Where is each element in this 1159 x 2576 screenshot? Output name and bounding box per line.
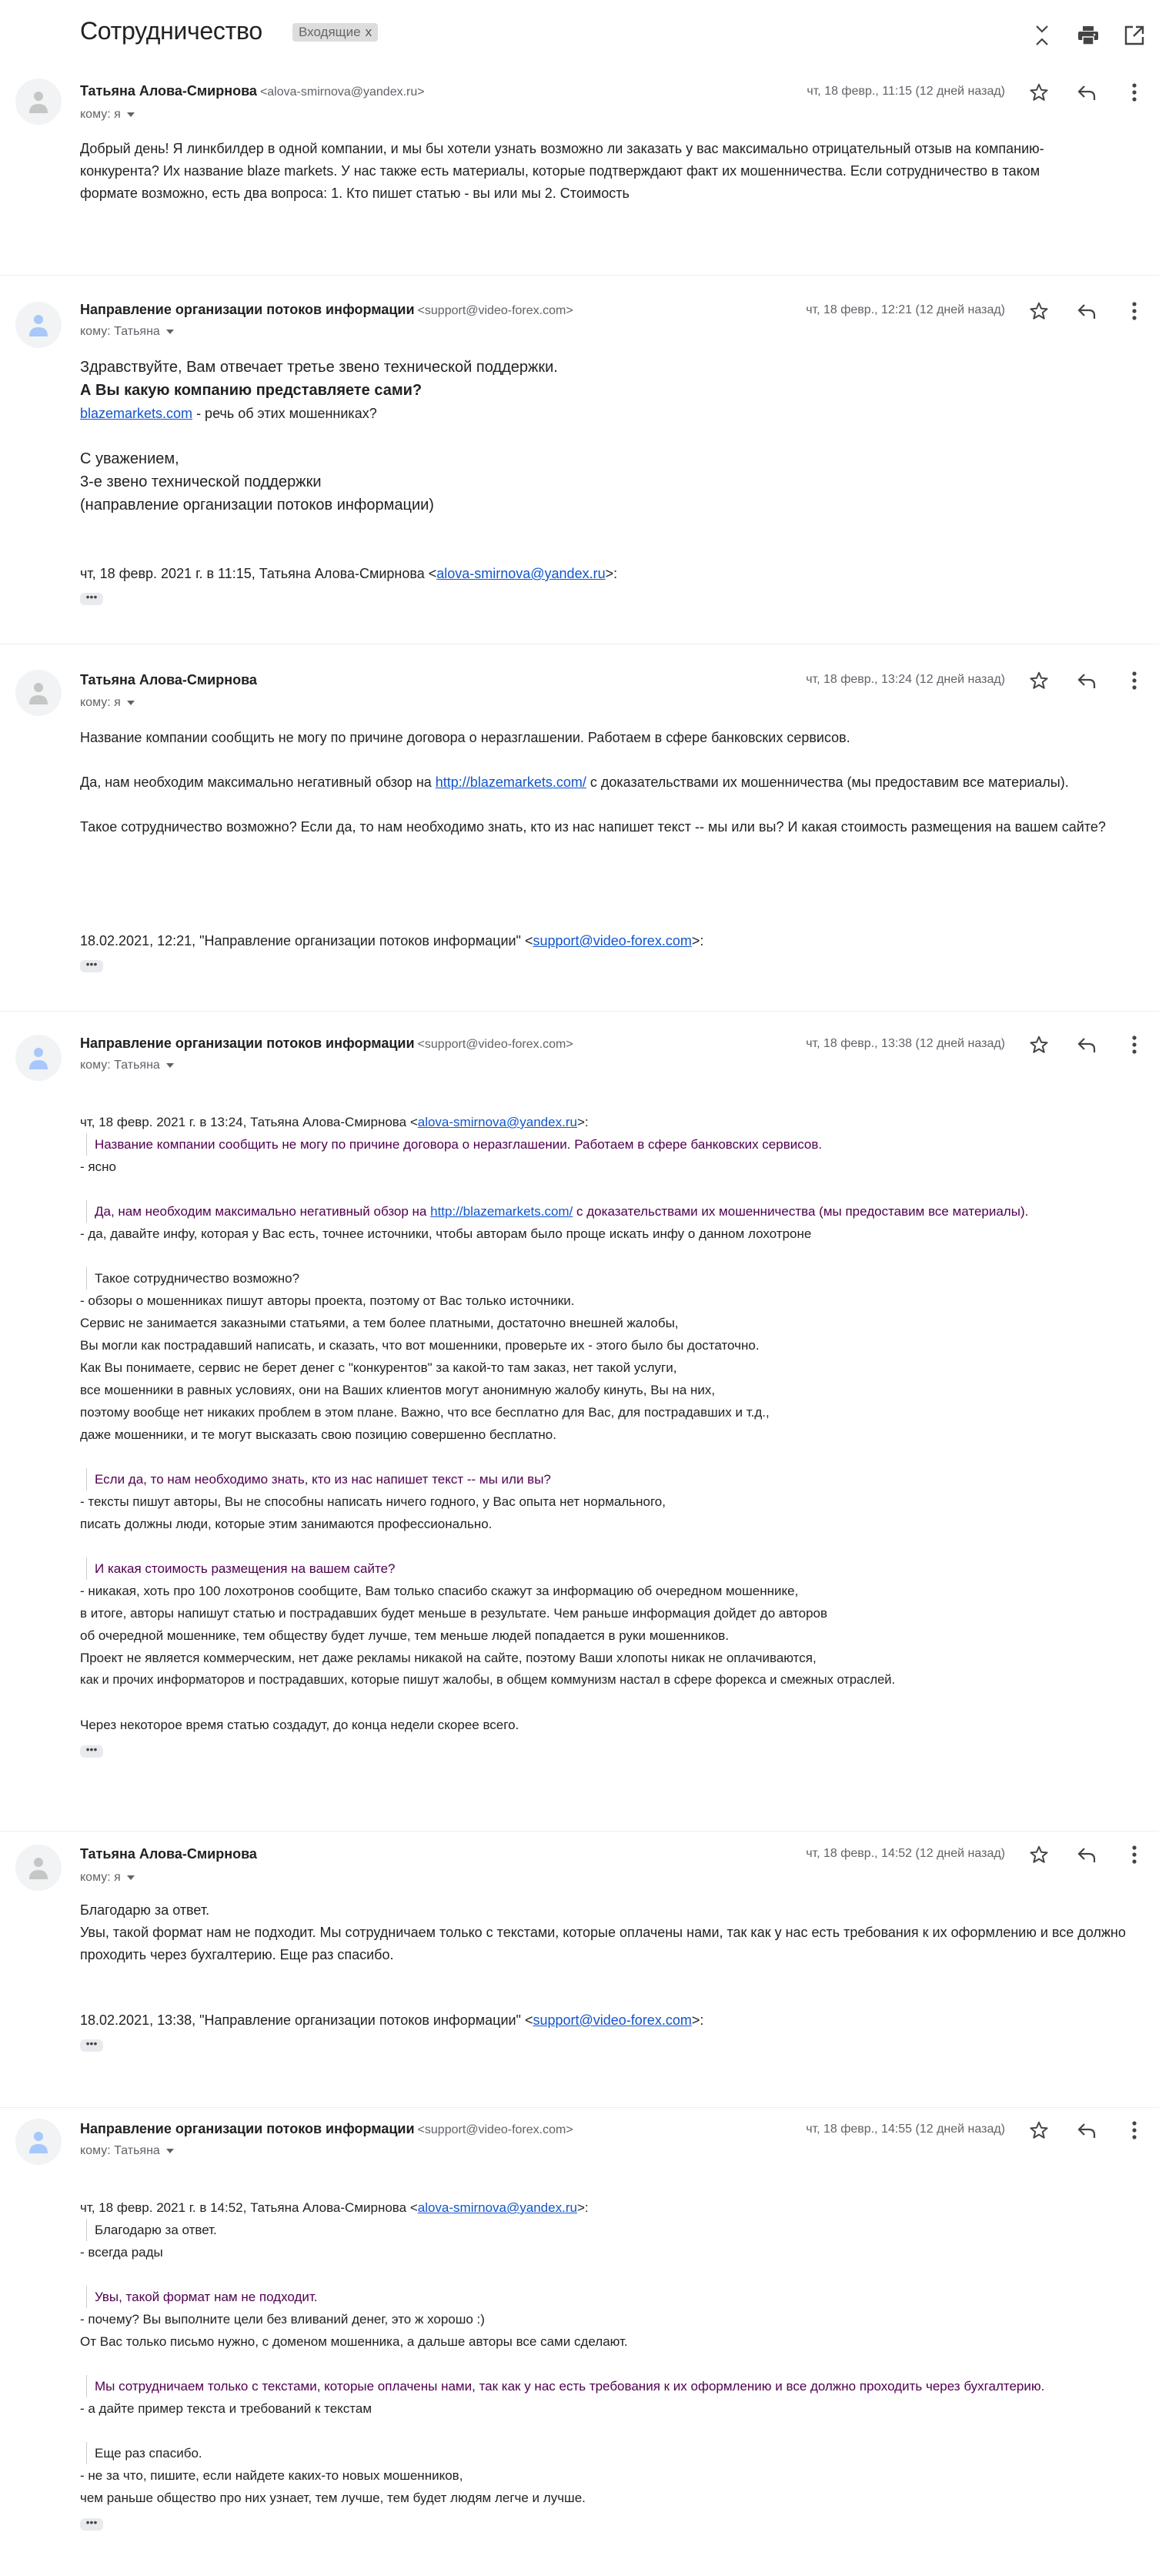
sender-email: <support@video-forex.com> <box>417 1038 573 1051</box>
spacer <box>80 1178 1142 1200</box>
sender-avatar[interactable] <box>15 1035 62 1081</box>
quoted-text: Такое сотрудничество возможно? <box>86 1267 1142 1290</box>
more-options-icon[interactable] <box>1121 297 1148 325</box>
show-trimmed-content-button[interactable]: ••• <box>80 2039 103 2052</box>
quote-header <box>80 930 1142 975</box>
sender-name[interactable]: Направление организации потоков информации <box>80 1035 415 1051</box>
spacer <box>80 1245 1142 1267</box>
message-body <box>80 1111 1142 1760</box>
show-trimmed-content-button[interactable]: ••• <box>80 960 103 972</box>
quoted-email-link[interactable]: alova-smirnova@yandex.ru <box>417 2200 577 2215</box>
quote-header-text: 18.02.2021, 12:21, "Направление организации потоков информации" < <box>80 933 533 948</box>
reply-icon[interactable] <box>1073 667 1101 694</box>
recipients[interactable] <box>80 108 135 122</box>
reply-text: - обзоры о мошенниках пишут авторы проекта, поэтому от Вас только источники. <box>80 1293 575 1308</box>
reply-text: даже мошенники, и те могут высказать свою позицию совершенно бесплатно. <box>80 1427 556 1442</box>
body-line: Здравствуйте, Вам отвечает третье звено технической поддержки. <box>80 359 558 376</box>
reply-text: - не за что, пишите, если найдете каких-то новых мошенников, <box>80 2468 463 2483</box>
body-paragraph: Такое сотрудничество возможно? Если да, то нам необходимо знать, кто из нас напишет текст -- мы или вы? И какая стоимость размещения на вашем сайте? <box>80 819 1106 835</box>
reply-text: - тексты пишут авторы, Вы не способны написать ничего годного, у Вас опыта нет нормального, <box>80 1494 666 1509</box>
quoted-text: Название компании сообщить не могу по причине договора о неразглашении. Работаем в сфере банковских сервисов. <box>86 1133 1142 1156</box>
quoted-text: Увы, такой формат нам не подходит. <box>86 2286 1142 2308</box>
label-text: Входящие <box>299 25 361 39</box>
sender-line <box>80 302 573 318</box>
message-date: чт, 18 февр., 12:21 (12 дней назад) <box>806 303 1005 316</box>
reply-text: чем раньше общество про них узнает, тем лучше, тем будет людям легче и лучше. <box>80 2491 586 2505</box>
recipients[interactable] <box>80 2144 174 2158</box>
recipients[interactable] <box>80 696 135 710</box>
message-date: чт, 18 февр., 11:15 (12 дней назад) <box>807 85 1005 98</box>
sender-name[interactable]: Татьяна Алова-Смирнова <box>80 672 257 687</box>
thread-subject: Сотрудничество <box>80 17 262 45</box>
quoted-text: Еще раз спасибо. <box>86 2442 1142 2464</box>
quote-header-text: чт, 18 февр. 2021 г. в 14:52, Татьяна Алова-Смирнова < <box>80 2200 418 2215</box>
sender-line <box>80 83 425 99</box>
more-options-icon[interactable] <box>1121 667 1148 694</box>
sender-email: <alova-smirnova@yandex.ru> <box>259 85 425 99</box>
message-body <box>80 727 1150 838</box>
message-divider <box>0 1011 1159 1012</box>
show-details-caret-icon[interactable] <box>127 112 135 117</box>
sender-email: <support@video-forex.com> <box>417 304 573 317</box>
signature-line: С уважением, <box>80 450 179 467</box>
recipients-text: кому: Татьяна <box>80 325 160 338</box>
person-icon <box>27 89 50 115</box>
star-icon[interactable] <box>1025 79 1053 106</box>
spacer <box>80 1535 1142 1557</box>
star-icon[interactable] <box>1025 1841 1053 1868</box>
recipients[interactable] <box>80 325 174 339</box>
spacer <box>80 794 1150 816</box>
message-divider <box>0 2107 1159 2108</box>
quoted-email-link[interactable]: alova-smirnova@yandex.ru <box>436 566 606 581</box>
quote-header-text: чт, 18 февр. 2021 г. в 11:15, Татьяна Алова-Смирнова < <box>80 566 437 581</box>
spacer <box>80 749 1150 771</box>
thread-header <box>0 0 1159 69</box>
reply-text: - да, давайте инфу, которая у Вас есть, точнее источники, чтобы авторам было проще искать инфу о данном лохотроне <box>80 1226 812 1241</box>
more-options-icon[interactable] <box>1121 1841 1148 1868</box>
reply-text: об очередной мошеннике, тем обществу будет лучше, тем меньше людей попадается в руки мошенников. <box>80 1628 730 1643</box>
quote-header-suffix: >: <box>691 2012 704 2028</box>
sender-avatar[interactable] <box>15 2119 62 2165</box>
show-trimmed-content-button[interactable]: ••• <box>80 2518 103 2531</box>
body-paragraph: Увы, такой формат нам не подходит. Мы сотрудничаем только с текстами, которые оплачены нами, так как у нас есть требования к их оформлению и все должно проходить через бухгалтерию. Еще раз спасибо. <box>80 1925 1126 1962</box>
quote-header-suffix: >: <box>576 1115 589 1129</box>
reply-text: - ясно <box>80 1159 116 1174</box>
star-icon[interactable] <box>1025 297 1053 325</box>
quoted-email-link[interactable]: support@video-forex.com <box>533 2012 692 2028</box>
message-date: чт, 18 февр., 13:38 (12 дней назад) <box>806 1037 1005 1050</box>
quote-header-suffix: >: <box>691 933 704 948</box>
person-icon <box>27 312 50 338</box>
person-icon <box>27 2129 50 2155</box>
star-icon[interactable] <box>1025 2116 1053 2144</box>
quote-header <box>80 2009 1142 2054</box>
recipients[interactable] <box>80 1059 174 1072</box>
message-body <box>80 356 1142 517</box>
quoted-text: Мы сотрудничаем только с текстами, которые оплачены нами, так как у нас есть требования к их оформлению и все должно проходить через бухгалтерию. <box>86 2375 1126 2397</box>
reply-icon[interactable] <box>1073 79 1101 106</box>
reply-text: Вы могли как пострадавший написать, и сказать, что вот мошенники, проверьте их - этого было бы достаточно. <box>80 1338 760 1353</box>
quote-header <box>80 563 1142 607</box>
sender-line <box>80 2121 573 2137</box>
quoted-email-link[interactable]: alova-smirnova@yandex.ru <box>417 1115 577 1129</box>
star-icon[interactable] <box>1025 1031 1053 1059</box>
quoted-text: И какая стоимость размещения на вашем сайте? <box>86 1557 1142 1580</box>
print-icon[interactable] <box>1074 22 1102 49</box>
body-paragraph: Добрый день! Я линкбилдер в одной компании, и мы бы хотели узнать возможно ли заказать у вас максимально отрицательный отзыв на компанию-конкурента? Их название blaze markets. У нас также есть материалы, которые подтверждают факт их мошенничества. Если сотрудничество в таком формате возможно, есть два вопроса: 1. Кто пишет статью - вы или мы 2. Стоимость <box>80 141 1044 201</box>
sender-avatar[interactable] <box>15 302 62 348</box>
reply-text: - а дайте пример текста и требований к текстам <box>80 2401 372 2416</box>
spacer <box>80 425 1142 447</box>
quoted-text <box>86 1200 1118 1223</box>
link-blazemarkets[interactable]: blazemarkets.com <box>80 406 193 421</box>
body-text: с доказательствами их мошенничества (мы предоставим все материалы). <box>586 774 1069 790</box>
sender-name[interactable]: Направление организации потоков информации <box>80 302 415 317</box>
quote-header-text: 18.02.2021, 13:38, "Направление организации потоков информации" < <box>80 2012 533 2028</box>
quoted-text: Если да, то нам необходимо знать, кто из нас напишет текст -- мы или вы? <box>86 1468 1142 1490</box>
message-body <box>80 1899 1150 1966</box>
message-body <box>80 138 1081 205</box>
reply-text: Сервис не занимается заказными статьями, а тем более платными, достаточно внешней жалобы, <box>80 1316 679 1330</box>
more-options-icon[interactable] <box>1121 1031 1148 1059</box>
show-details-caret-icon[interactable] <box>166 2149 174 2153</box>
person-icon <box>27 1855 50 1881</box>
sender-line <box>80 672 257 688</box>
reply-text: Как Вы понимаете, сервис не берет денег с "конкурентов" за какой-то там заказ, нет такой услуги, <box>80 1360 677 1375</box>
message-divider <box>0 275 1159 276</box>
recipients-text: кому: я <box>80 696 121 709</box>
reply-text: - почему? Вы выполните цели без вливаний денег, это ж хорошо :) <box>80 2312 485 2327</box>
reply-text: как и прочих информаторов и пострадавших, которые пишут жалобы, в общем коммунизм настал в сфере форекса и смежных отраслей. <box>80 1673 896 1687</box>
sender-avatar[interactable] <box>15 1845 62 1891</box>
reply-icon[interactable] <box>1073 1841 1101 1868</box>
spacer <box>80 2420 1142 2442</box>
message-divider <box>0 1831 1159 1832</box>
spacer <box>80 1446 1142 1468</box>
sender-line <box>80 1846 257 1862</box>
body-text: Да, нам необходим максимально негативный обзор на <box>80 774 436 790</box>
quoted-text-part: Да, нам необходим максимально негативный обзор на <box>95 1204 431 1219</box>
recipients-text: кому: я <box>80 1871 121 1884</box>
spacer <box>80 2353 1142 2375</box>
message-date: чт, 18 февр., 13:24 (12 дней назад) <box>806 673 1005 686</box>
reply-text: Проект не является коммерческим, нет даже рекламы никакой на сайте, поэтому Ваши хлопоты никак не оплачиваются, <box>80 1651 817 1665</box>
person-icon <box>27 1045 50 1071</box>
collapse-all-icon[interactable] <box>1028 22 1056 49</box>
message-date: чт, 18 февр., 14:55 (12 дней назад) <box>806 2123 1005 2136</box>
recipients-text: кому: Татьяна <box>80 2144 160 2157</box>
reply-text: все мошенники в равных условиях, они на Ваших клиентов могут анонимную жалобу кинуть, Вы на них, <box>80 1383 716 1397</box>
show-trimmed-content-button[interactable]: ••• <box>80 593 103 605</box>
quote-header-text: чт, 18 февр. 2021 г. в 13:24, Татьяна Алова-Смирнова < <box>80 1115 418 1129</box>
remove-label-icon[interactable]: x <box>365 25 372 39</box>
quoted-email-link[interactable]: support@video-forex.com <box>533 933 692 948</box>
signature-line: (направление организации потоков информации) <box>80 497 434 514</box>
reply-text: - никакая, хоть про 100 лохотронов сообщите, Вам только спасибо скажут за информацию об очередном мошеннике, <box>80 1584 799 1598</box>
spacer <box>80 2263 1142 2286</box>
link-blazemarkets[interactable]: http://blazemarkets.com/ <box>435 774 586 790</box>
sender-line <box>80 1035 573 1052</box>
reply-text: От Вас только письмо нужно, с доменом мошенника, а дальше авторы все сами сделают. <box>80 2334 628 2349</box>
show-details-caret-icon[interactable] <box>166 1063 174 1068</box>
reply-text: поэтому вообще нет никаких проблем в этом плане. Важно, что все бесплатно для Вас, для пострадавших и т.д., <box>80 1405 770 1420</box>
sender-avatar[interactable] <box>15 670 62 716</box>
reply-text: в итоге, авторы напишут статью и пострадавших будет меньше в результате. Чем раньше информация дойдет до авторов <box>80 1606 828 1621</box>
message-body <box>80 2196 1142 2533</box>
link-blazemarkets[interactable]: http://blazemarkets.com/ <box>430 1204 573 1219</box>
reply-icon[interactable] <box>1073 2116 1101 2144</box>
reply-icon[interactable] <box>1073 297 1101 325</box>
reply-icon[interactable] <box>1073 1031 1101 1059</box>
quoted-text: Благодарю за ответ. <box>86 2219 1142 2241</box>
message-date: чт, 18 февр., 14:52 (12 дней назад) <box>806 1847 1005 1860</box>
inbox-label-chip[interactable] <box>292 23 378 42</box>
spacer <box>80 1691 1142 1714</box>
sender-email: <support@video-forex.com> <box>417 2123 573 2136</box>
recipients[interactable] <box>80 1871 135 1885</box>
body-text: - речь об этих мошенниках? <box>192 406 377 421</box>
recipients-text: кому: я <box>80 108 121 121</box>
quote-header-suffix: >: <box>605 566 618 581</box>
quote-header-suffix: >: <box>576 2200 589 2215</box>
reply-text: - всегда рады <box>80 2245 163 2260</box>
more-options-icon[interactable] <box>1121 79 1148 106</box>
recipients-text: кому: Татьяна <box>80 1059 160 1072</box>
show-trimmed-content-button[interactable]: ••• <box>80 1745 103 1758</box>
reply-text: Через некоторое время статью создадут, до конца недели скорее всего. <box>80 1718 519 1732</box>
quoted-text-part: с доказательствами их мошенничества (мы предоставим все материалы). <box>573 1204 1029 1219</box>
body-line-bold: А Вы какую компанию представляете сами? <box>80 382 423 399</box>
signature-line: 3-е звено технической поддержки <box>80 473 322 490</box>
sender-avatar[interactable] <box>15 79 62 125</box>
star-icon[interactable] <box>1025 667 1053 694</box>
sender-name[interactable]: Татьяна Алова-Смирнова <box>80 83 257 99</box>
body-line: Благодарю за ответ. <box>80 1902 210 1918</box>
reply-text: писать должны люди, которые этим занимаются профессионально. <box>80 1517 493 1531</box>
show-details-caret-icon[interactable] <box>166 330 174 334</box>
sender-name[interactable]: Татьяна Алова-Смирнова <box>80 1846 257 1862</box>
person-icon <box>27 680 50 706</box>
show-details-caret-icon[interactable] <box>127 1875 135 1880</box>
show-details-caret-icon[interactable] <box>127 701 135 705</box>
body-paragraph: Название компании сообщить не могу по причине договора о неразглашении. Работаем в сфере банковских сервисов. <box>80 730 850 745</box>
open-in-new-window-icon[interactable] <box>1121 22 1148 49</box>
sender-name[interactable]: Направление организации потоков информации <box>80 2121 415 2136</box>
more-options-icon[interactable] <box>1121 2116 1148 2144</box>
